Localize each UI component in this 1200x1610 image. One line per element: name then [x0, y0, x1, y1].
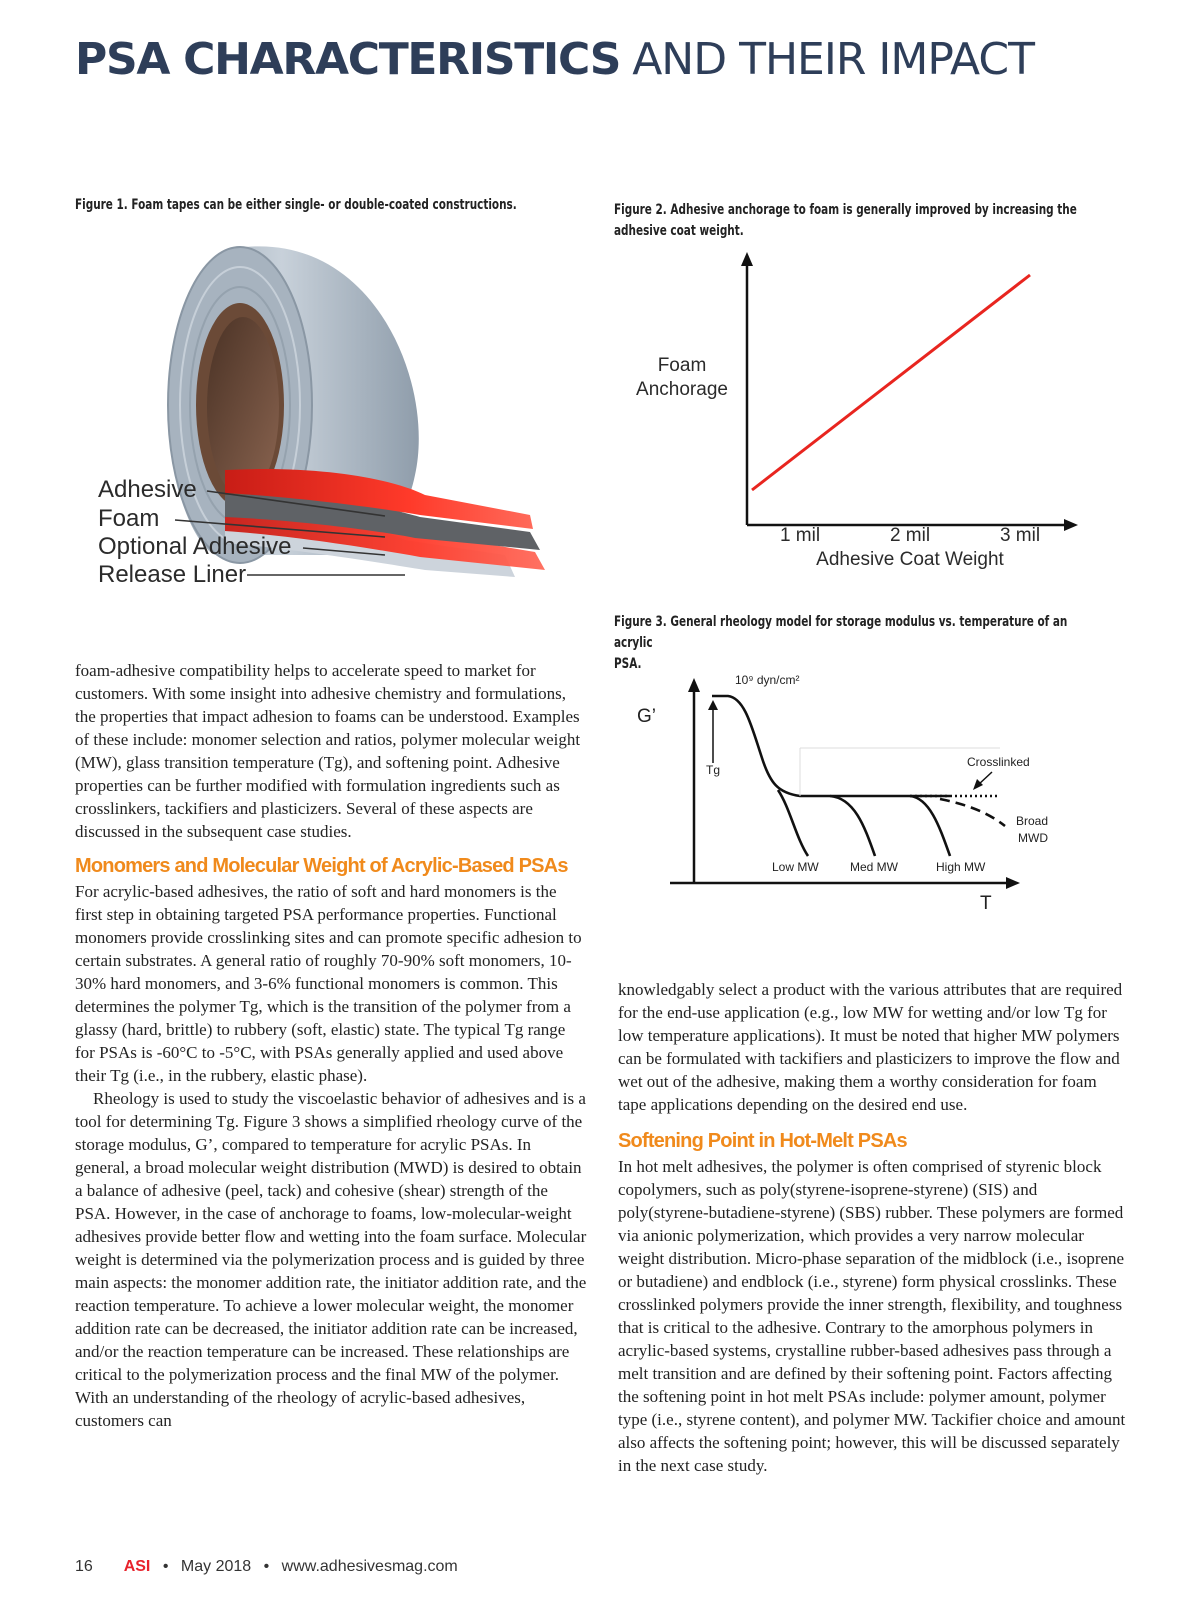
- page-title-bold: PSA CHARACTERISTICS: [75, 34, 621, 85]
- broad-label-line2: MWD: [1018, 831, 1048, 845]
- anchorage-trend-line: [752, 275, 1030, 490]
- med-mw-curve: [830, 796, 875, 856]
- tg-label: Tg: [706, 763, 721, 777]
- high-mw-label: High MW: [936, 860, 986, 874]
- x-axis-label: Adhesive Coat Weight: [816, 549, 1004, 570]
- left-paragraph-3: Rheology is used to study the viscoelastic behavior of adhesives and is a tool for determining Tg. Figure 3 shows a simplified rheology curve of the storage modulus, G’, compared to temperature for acrylic PSAs. In general, a broad molecular weight distribution (MWD) is desired to obtain a balance of adhesive (peel, tack) and cohesive (shear) strength of the PSA. However, in the case of anchorage to foams, low-molecular-weight adhesives provide better flow and wetting into the foam surface. Molecular weight is determined via the polymerization process and is guided by three main aspects: the monomer addition rate, the initiator addition rate, and the reaction temperature. To achieve a lower molecular weight, the monomer addition rate can be decreased, the initiator addition rate can be increased, and/or the reaction temperature can be increased. These relationships are critical to the polymerization process and the final MW of the polymer. With an understanding of the rheology of acrylic-based adhesives, customers can: [75, 1089, 587, 1430]
- med-mw-label: Med MW: [850, 860, 898, 874]
- page-number: 16: [75, 1558, 93, 1575]
- x-axis-label: T: [980, 893, 992, 914]
- footer-date: May 2018: [180, 1558, 252, 1575]
- figure1-illustration: [75, 225, 575, 610]
- modulus-plateau-curve: [712, 696, 950, 796]
- left-column: [75, 659, 587, 1432]
- modulus-annotation: 10⁹ dyn/cm²: [735, 673, 800, 687]
- x-tick-1-mil: 1 mil: [779, 525, 821, 546]
- x-tick-2-mil: 2 mil: [889, 525, 931, 546]
- footer-bullet-2: •: [263, 1558, 270, 1575]
- figure3-caption-line1: Figure 3. General rheology model for storage modulus vs. temperature of an acrylic: [614, 614, 1068, 651]
- crosslinked-label: Crosslinked: [967, 755, 1030, 769]
- figure1-caption: Figure 1. Foam tapes can be either single- or double-coated constructions.: [75, 197, 517, 213]
- x-axis-arrow: [1064, 519, 1078, 531]
- figure3-caption-line2: PSA.: [614, 656, 642, 672]
- label-optional-adhesive: Optional Adhesive: [98, 533, 292, 560]
- broad-label-line1: Broad: [1016, 814, 1049, 828]
- y-axis-arrow: [741, 252, 753, 266]
- footer-bullet: •: [162, 1558, 169, 1575]
- x-tick-3-mil: 3 mil: [999, 525, 1041, 546]
- figure2-caption-line1: Figure 2. Adhesive anchorage to foam is generally improved by increasing the: [614, 202, 1077, 218]
- section-heading-softening-point: Softening Point in Hot-Melt PSAs: [618, 1130, 907, 1152]
- y-label-line1: Foam: [657, 355, 707, 376]
- high-mw-curve: [910, 796, 950, 856]
- figure2-chart: [600, 245, 1100, 595]
- page-footer: [75, 1558, 458, 1576]
- right-column: [618, 978, 1128, 1477]
- low-mw-curve: [778, 790, 808, 856]
- right-paragraph-2: In hot melt adhesives, the polymer is often comprised of styrenic block copolymers, such as poly(styrene-isoprene-styrene) (SIS) and poly(styrene-butadiene-styrene) (SBS) rubber. These polymers are formed via anionic polymerization, which provides a very narrow molecular weight distribution. Micro-phase separation of the midblock (i.e., isoprene or butadiene) and endblock (i.e., styrene) form physical crosslinks. These crosslinked polymers provide the inner strength, flexibility, and toughness that is critical to the adhesive. Contrary to the amorphous polymers in acrylic-based systems, crystalline rubber-based adhesives pass through a melt transition and are defined by their softening point. Factors affecting the softening point in hot melt PSAs include: polymer amount, polymer type (i.e., styrene content), and polymer MW. Tackifier choice and amount also affects the softening point; however, this will be discussed separately in the next case study.: [618, 1157, 1126, 1475]
- page-title: [75, 34, 1034, 86]
- figure2-caption: [614, 200, 1104, 242]
- left-paragraph-1: foam-adhesive compatibility helps to accelerate speed to market for customers. With some insight into adhesive chemistry and formulations, the properties that impact adhesion to foams can be understood. Examples of these include: monomer selection and ratios, polymer molecular weight (MW), glass transition temperature (Tg), and softening point. Adhesive properties can be further modified with formulation ingredients such as crosslinkers, tackifiers and plasticizers. Several of these aspects are discussed in the subsequent case studies.: [75, 661, 581, 841]
- section-heading-monomers: Monomers and Molecular Weight of Acrylic-Based PSAs: [75, 855, 568, 877]
- figure3-chart: [637, 668, 1070, 938]
- x-axis-arrow: [1006, 877, 1020, 889]
- low-mw-label: Low MW: [772, 860, 819, 874]
- label-adhesive: Adhesive: [98, 476, 197, 503]
- broad-mwd-curve: [940, 799, 1005, 826]
- figure2-caption-line2: adhesive coat weight.: [614, 223, 744, 239]
- y-label-line2: Anchorage: [636, 379, 728, 400]
- right-paragraph-1: knowledgably select a product with the various attributes that are required for the end-use application (e.g., low MW for wetting and/or low Tg for low temperature applications). It must be noted that higher MW polymers can be formulated with tackifiers and plasticizers to improve the flow and wet out of the adhesive, making them a worthy consideration for foam tape applications depending on the desired end use.: [618, 980, 1123, 1114]
- left-paragraph-2: For acrylic-based adhesives, the ratio of soft and hard monomers is the first step in obtaining targeted PSA performance properties. Functional monomers provide crosslinking sites and can promote specific adhesion to certain substrates. A general ratio of roughly 70-90% soft monomers, 10-30% hard monomers, and 3-6% functional monomers is common. This determines the polymer Tg, which is the transition of the polymer from a glassy (hard, brittle) to rubbery (soft, elastic) state. The typical Tg range for PSAs is -60°C to -5°C, with PSAs generally applied and used above their Tg (i.e., in the rubbery, elastic phase).: [75, 882, 582, 1085]
- y-axis-label: G’: [637, 706, 656, 727]
- page-title-light: AND THEIR IMPACT: [632, 34, 1034, 85]
- label-foam: Foam: [98, 505, 160, 532]
- footer-website[interactable]: www.adhesivesmag.com: [281, 1558, 458, 1575]
- y-axis-arrow: [688, 678, 700, 692]
- label-release-liner: Release Liner: [98, 561, 247, 588]
- figure3-caption: [614, 612, 1104, 675]
- brand-logo-text: ASI: [123, 1558, 151, 1575]
